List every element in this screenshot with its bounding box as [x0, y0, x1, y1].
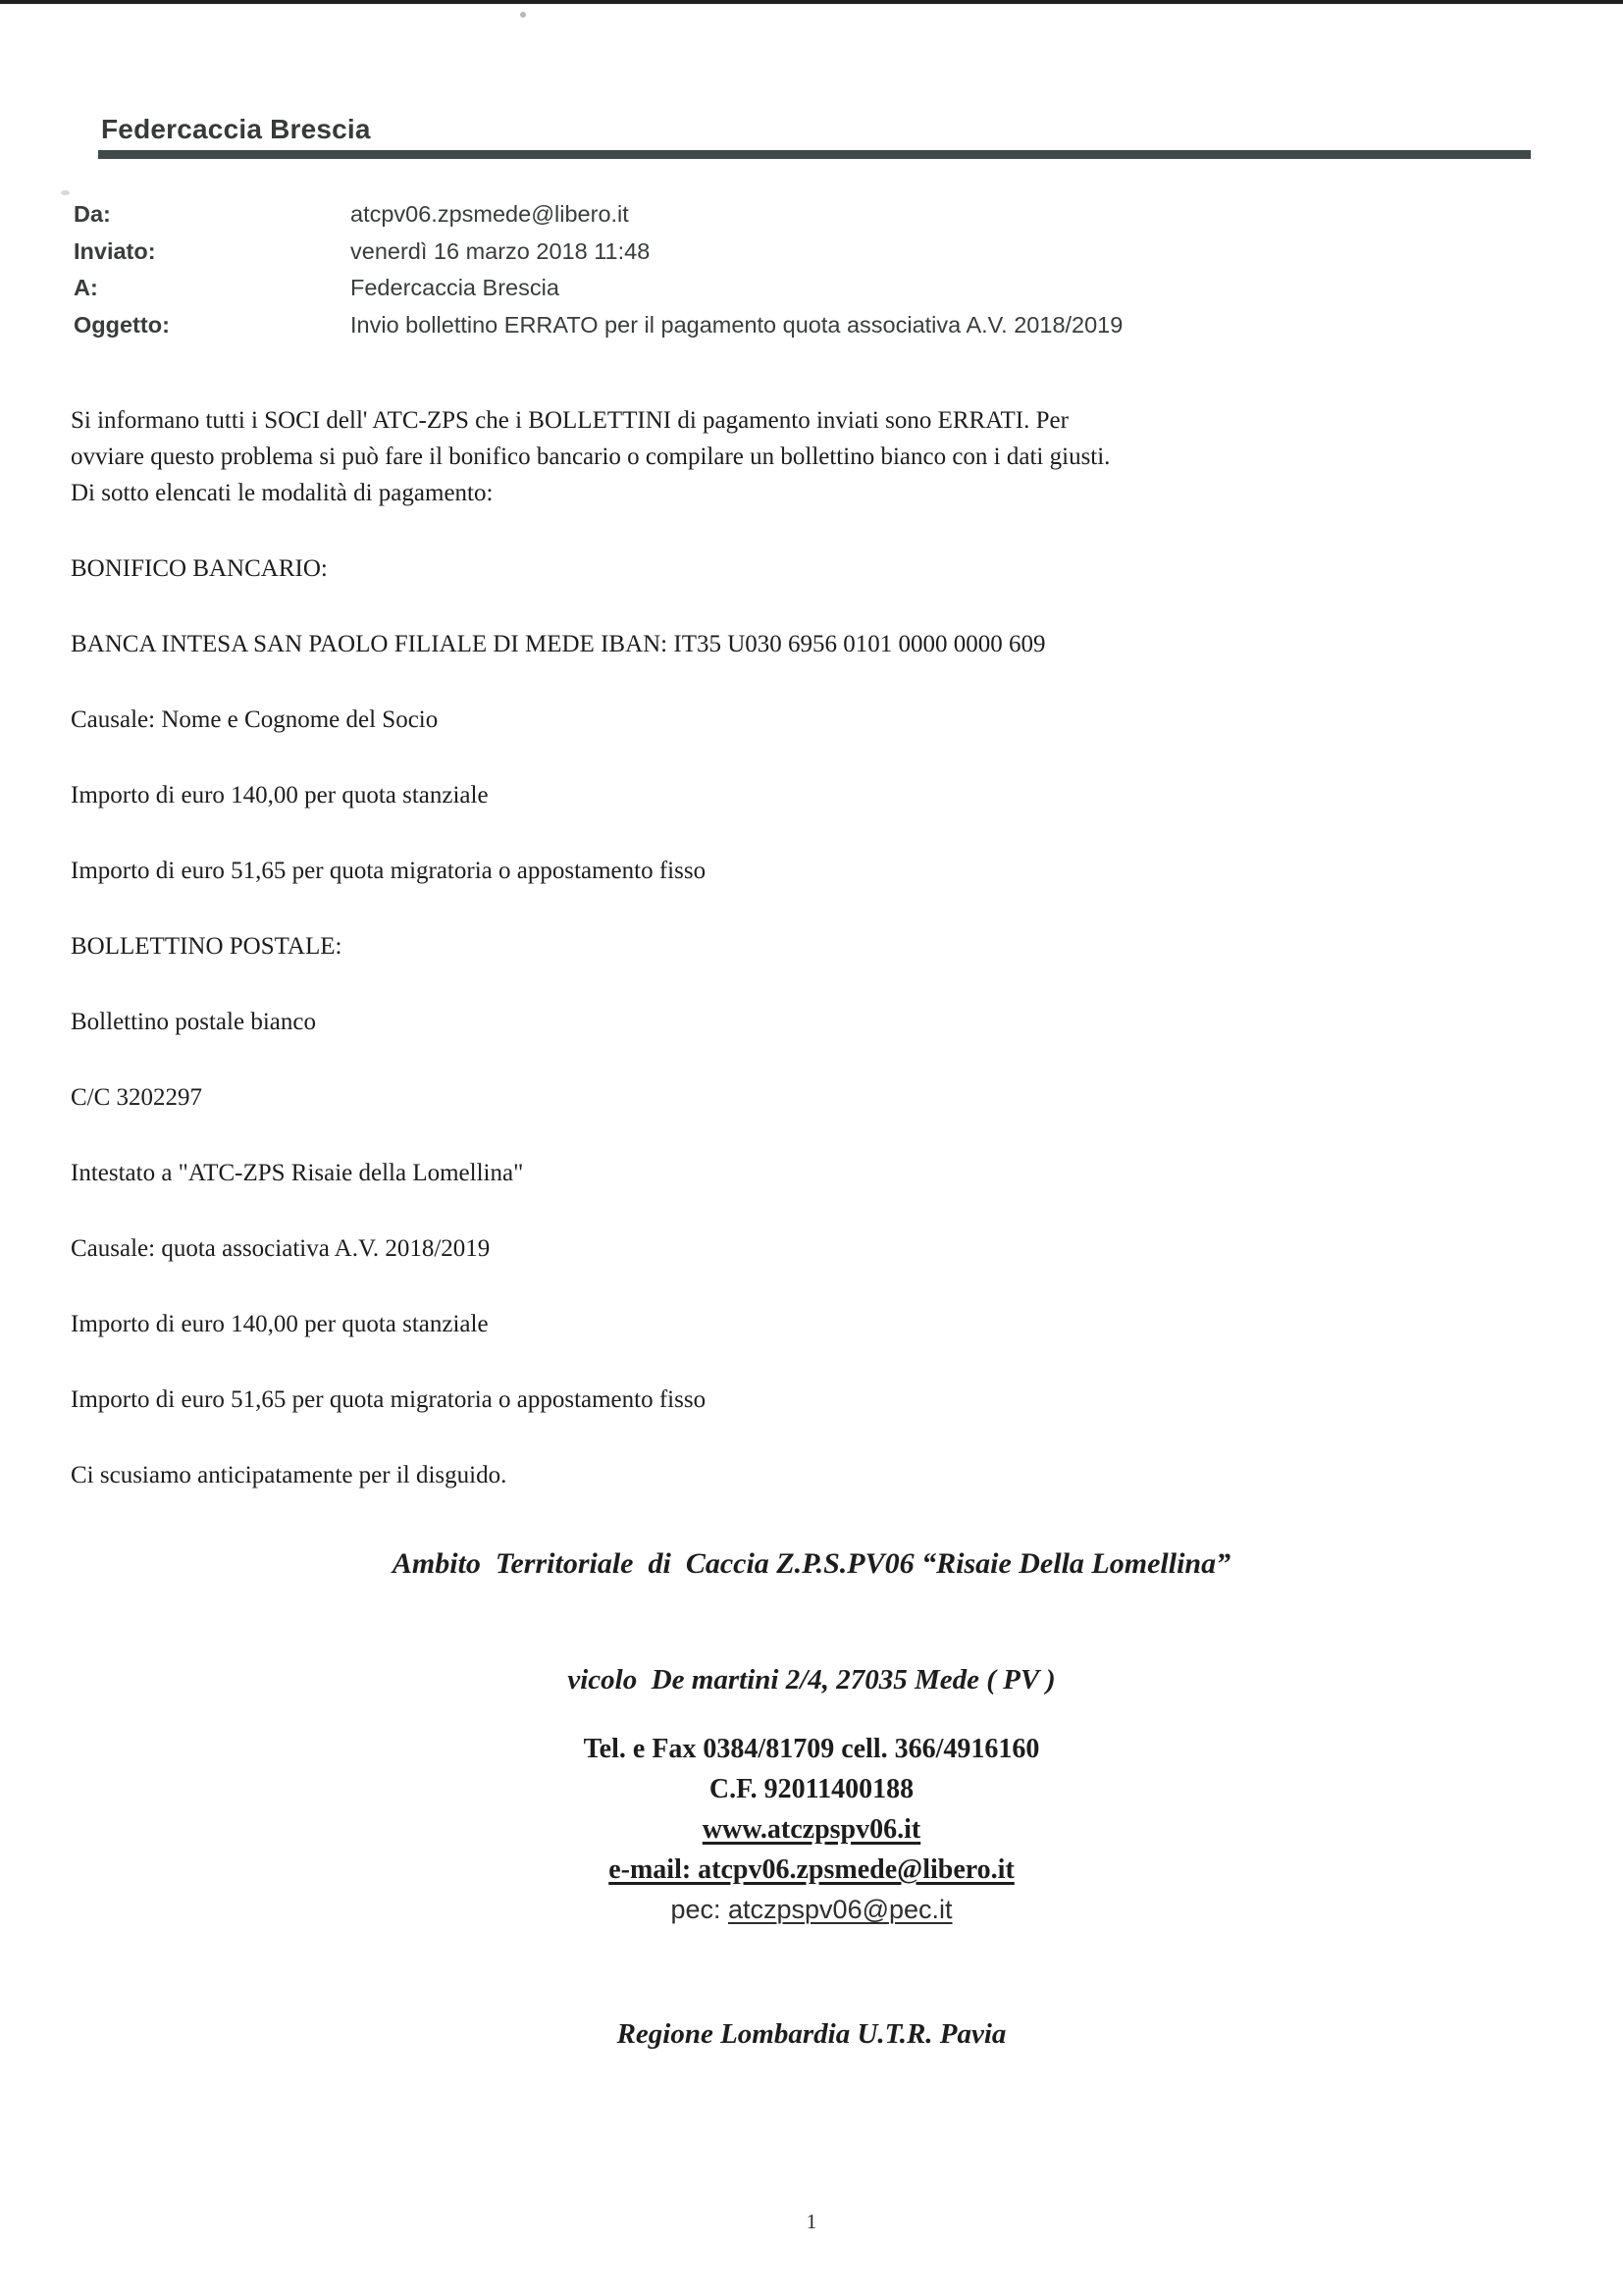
paragraph-causale-bonifico: Causale: Nome e Cognome del Socio: [71, 706, 439, 733]
website-link: www.atczpspv06.it: [702, 1814, 921, 1845]
paragraph-bollettino-bianco: Bollettino postale bianco: [71, 1009, 316, 1035]
letterhead-title: Federcaccia Brescia: [101, 114, 371, 144]
email-header-row-subject: [74, 307, 1623, 344]
signature-fiscal-code: C.F. 92011400188: [708, 1774, 915, 1804]
signature-block: [0, 1542, 1623, 2056]
letterhead: [0, 0, 1623, 159]
pec-label: pec:: [670, 1895, 728, 1924]
signature-email-row: [0, 1850, 1623, 1890]
pec-link: atczpspv06@pec.it: [728, 1895, 953, 1924]
signature-pec-row: [0, 1890, 1623, 1930]
email-header-row-to: [74, 270, 1623, 307]
page-number: 1: [806, 2210, 817, 2233]
paragraph-cc-number: C/C 3202297: [71, 1084, 203, 1111]
signature-phone: Tel. e Fax 0384/81709 cell. 366/4916160: [583, 1734, 1040, 1764]
paragraph-intestato: Intestato a "ATC-ZPS Risaie della Lomellina": [71, 1160, 524, 1186]
intro-paragraph: [71, 402, 1564, 511]
paragraph-iban: BANCA INTESA SAN PAOLO FILIALE DI MEDE IBAN: IT35 U030 6956 0101 0000 0000 609: [71, 631, 1046, 657]
scan-speck: [61, 190, 70, 195]
subject-value: Invio bollettino ERRATO per il pagamento quota associativa A.V. 2018/2019: [350, 311, 1124, 338]
signature-website-row: [0, 1809, 1623, 1850]
from-label: Da:: [74, 201, 111, 227]
paragraph-causale-postale: Causale: quota associativa A.V. 2018/2019: [71, 1235, 491, 1262]
paragraph-bollettino-heading: BOLLETTINO POSTALE:: [71, 933, 342, 960]
email-header-row-from: [74, 196, 1623, 234]
body-line: Si informano tutti i SOCI dell' ATC-ZPS che i BOLLETTINI di pagamento inviati sono ERRATI. Per: [71, 407, 1069, 434]
email-header-row-sent: [74, 234, 1623, 271]
letterhead-rule: [98, 150, 1531, 159]
to-label: A:: [74, 275, 98, 300]
scan-speck: [520, 12, 526, 18]
email-header: [74, 196, 1623, 343]
paragraph-scuse: Ci scusiamo anticipatamente per il disguido.: [71, 1462, 507, 1488]
signature-address: vicolo De martini 2/4, 27035 Mede ( PV ): [567, 1664, 1056, 1696]
signature-organization: Ambito Territoriale di Caccia Z.P.S.PV06 “Risaie Della Lomellina”: [392, 1547, 1231, 1580]
sent-value: venerdì 16 marzo 2018 11:48: [350, 237, 651, 264]
body-line: ovviare questo problema si può fare il bonifico bancario o compilare un bollettino bianco con i dati giusti.: [71, 444, 1111, 470]
signature-region: Regione Lombardia U.T.R. Pavia: [616, 2018, 1007, 2050]
paragraph-importo-stanziale: Importo di euro 140,00 per quota stanziale: [71, 782, 489, 809]
body-line: Di sotto elencati le modalità di pagamento:: [71, 480, 494, 506]
from-value: atcpv06.zpsmede@libero.it: [350, 201, 629, 227]
paragraph-bonifico-heading: BONIFICO BANCARIO:: [71, 555, 328, 582]
signature-contacts: [0, 1729, 1623, 1930]
paragraph-importo-migratoria: Importo di euro 51,65 per quota migratoria o appostamento fisso: [71, 858, 707, 884]
paragraph-importo-migratoria-2: Importo di euro 51,65 per quota migratoria o appostamento fisso: [71, 1386, 707, 1413]
scan-edge-artifact: [0, 0, 1623, 4]
to-value: Federcaccia Brescia: [350, 275, 559, 300]
email-link: e-mail: atcpv06.zpsmede@libero.it: [608, 1854, 1015, 1885]
paragraph-importo-stanziale-2: Importo di euro 140,00 per quota stanziale: [71, 1311, 489, 1337]
sent-label: Inviato:: [74, 237, 156, 264]
email-body: [71, 402, 1564, 1493]
subject-label: Oggetto:: [74, 311, 170, 338]
